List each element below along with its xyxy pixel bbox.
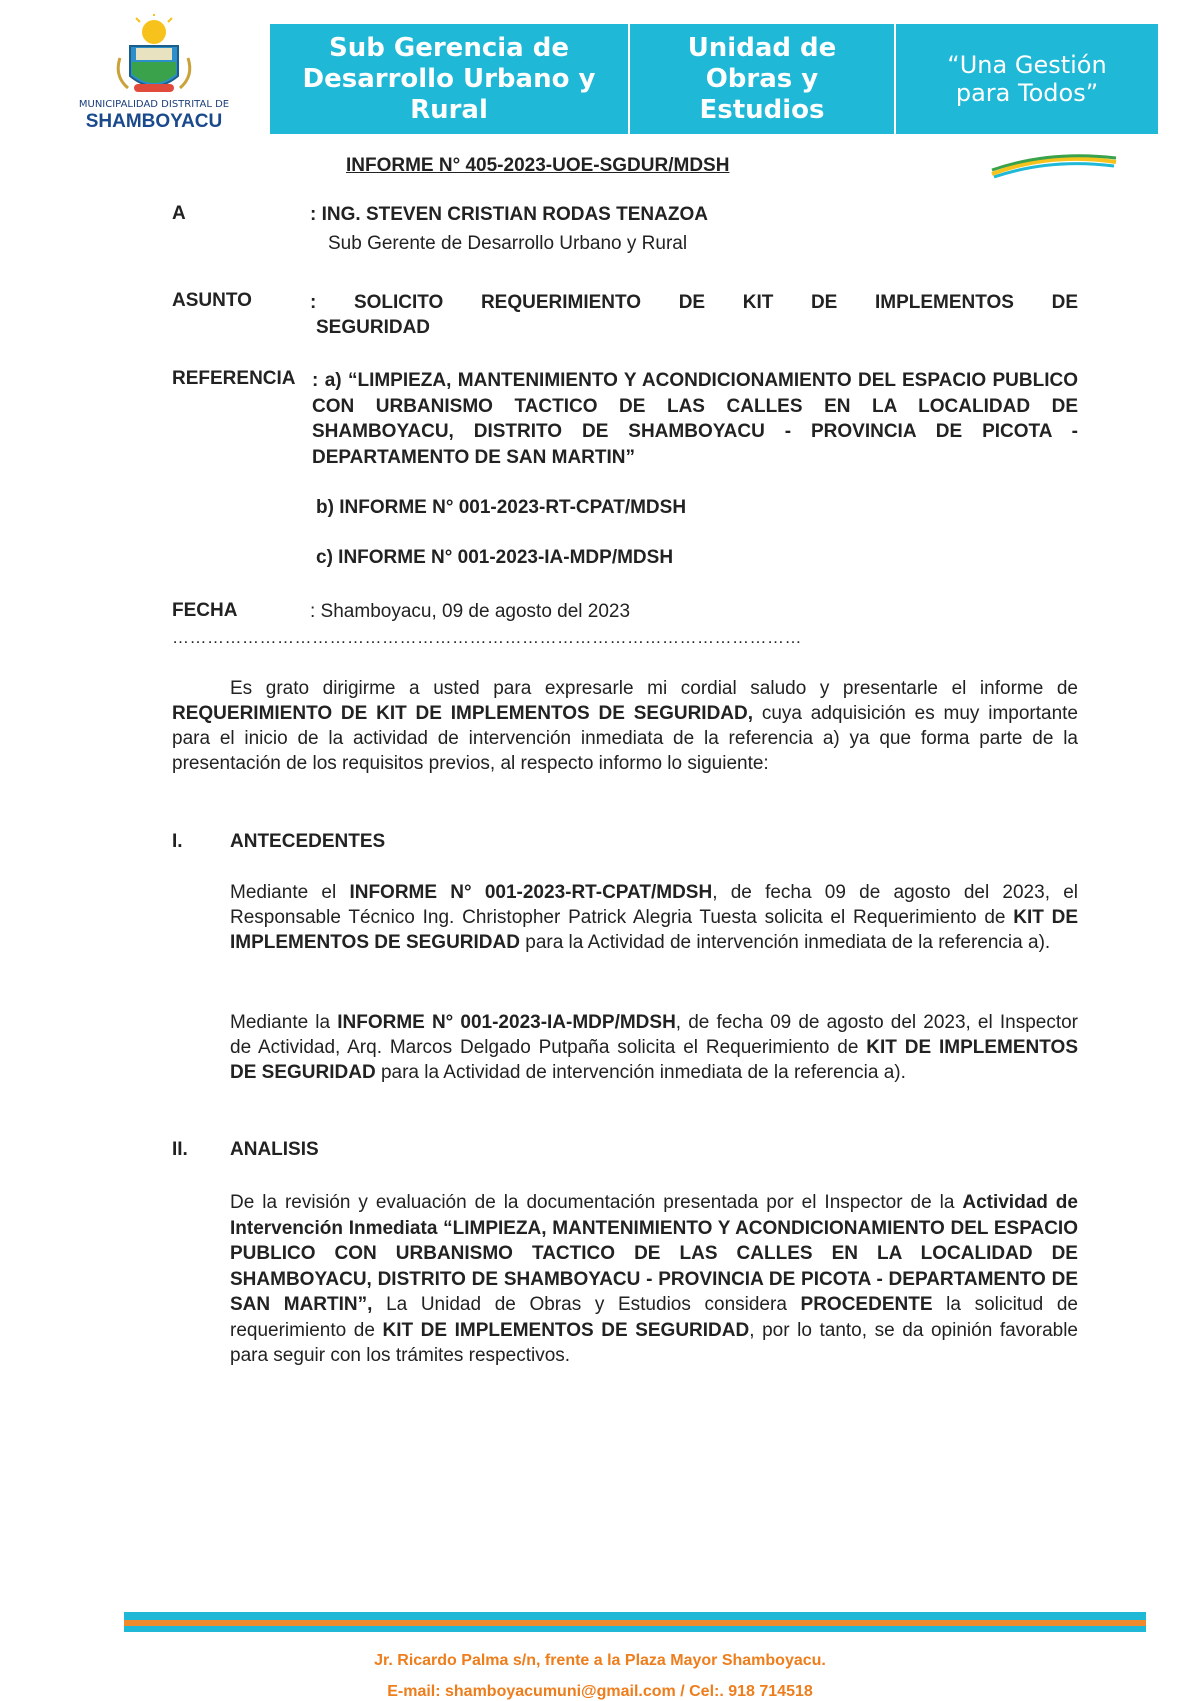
header-box3-line2: para Todos” bbox=[955, 79, 1099, 107]
header-box2-line3: Estudios bbox=[699, 94, 825, 125]
report-title: INFORME N° 405-2023-UOE-SGDUR/MDSH bbox=[346, 155, 730, 176]
to-name: : ING. STEVEN CRISTIAN RODAS TENAZOA bbox=[310, 204, 708, 225]
p1-text-bold-2: KIT DE IMPLEMENTOS DE SEGURIDAD bbox=[230, 907, 1079, 953]
intro-text-c: cuya adquisición es muy importante para el inicio de la actividad de intervención inmediata de la referencia a) ya que forma parte de la presentación de los requisitos previos, al respecto informo lo siguiente: bbox=[172, 703, 1078, 774]
p2-text-e: para la Actividad de intervención inmediata de la referencia a). bbox=[375, 1062, 906, 1083]
section1-title: ANTECEDENTES bbox=[230, 831, 386, 852]
p3-text-bold-1: Actividad de Intervención Inmediata “LIMPIEZA, MANTENIMIENTO Y ACONDICIONAMIENTO DEL ESPACIO PUBLICO CON URBANISMO TACTICO DE LAS CALLES EN LA LOCALIDAD DE SHAMBOYACU, DISTRITO DE SHAMBOYACU - PROVINCIA DE PICOTA - DEPARTAMENTO DE SAN MARTIN”, bbox=[230, 1192, 1078, 1315]
p3-text-a: De la revisión y evaluación de la documentación presentada por el Inspector de la bbox=[230, 1192, 963, 1213]
reference-label: REFERENCIA bbox=[172, 368, 296, 389]
svg-text:MUNICIPALIDAD DISTRITAL DE: MUNICIPALIDAD DISTRITAL DE bbox=[78, 99, 230, 110]
date-label: FECHA bbox=[172, 600, 238, 621]
section2-title: ANALISIS bbox=[230, 1139, 319, 1160]
p3-text-c: La Unidad de Obras y Estudios considera bbox=[372, 1294, 801, 1315]
municipality-logo bbox=[62, 14, 247, 132]
p1-text-e: para la Actividad de intervención inmediata de la referencia a). bbox=[519, 932, 1051, 953]
p3-text-g: , por lo tanto, se da opinión favorable para seguir con los trámites respectivos. bbox=[230, 1319, 1079, 1366]
header-box1-line2: Desarrollo Urbano y bbox=[302, 63, 596, 94]
p2-text-c: , de fecha 09 de agosto del 2023, el Inspector de Actividad, Arq. Marcos Delgado Putpaña solicita el Requerimiento de bbox=[230, 1012, 1079, 1058]
reference-c: c) INFORME N° 001-2023-IA-MDP/MDSH bbox=[316, 547, 674, 568]
reference-a: : a) “LIMPIEZA, MANTENIMIENTO Y ACONDICIONAMIENTO DEL ESPACIO PUBLICO CON URBANISMO TACTICO DE LAS CALLES EN LA LOCALIDAD DE SHAMBOYACU, DISTRITO DE SHAMBOYACU - PROVINCIA DE PICOTA - DEPARTAMENTO DE SAN MARTIN” bbox=[312, 370, 1078, 468]
header-box2-line2: Obras y bbox=[705, 63, 819, 94]
p1-text-bold-1: INFORME N° 001-2023-RT-CPAT/MDSH bbox=[349, 882, 713, 903]
antecedentes-paragraph-1 bbox=[230, 880, 1078, 955]
p1-text-c: , de fecha 09 de agosto del 2023, el Responsable Técnico Ing. Christopher Patrick Alegria Tuesta solicita el Requerimiento de bbox=[230, 882, 1078, 928]
p2-text-a: Mediante la bbox=[230, 1012, 338, 1033]
svg-text:SHAMBOYACU: SHAMBOYACU bbox=[85, 111, 223, 132]
to-label: A bbox=[172, 203, 186, 224]
p3-text-bold-3: KIT DE IMPLEMENTOS DE SEGURIDAD bbox=[382, 1319, 750, 1341]
section1-number: I. bbox=[172, 831, 183, 852]
to-role: Sub Gerente de Desarrollo Urbano y Rural bbox=[328, 233, 688, 254]
header-box-unidad bbox=[630, 24, 894, 134]
intro-text-a: Es grato dirigirme a usted para expresarle mi cordial saludo y presentarle el informe de bbox=[230, 678, 1078, 699]
intro-paragraph bbox=[172, 676, 1078, 776]
antecedentes-paragraph-2 bbox=[230, 1010, 1078, 1085]
header-box3-line1: “Una Gestión bbox=[947, 51, 1107, 79]
footer-contact: E-mail: shamboyacumuni@gmail.com / Cel:. 918 714518 bbox=[387, 1683, 813, 1700]
p3-text-bold-2: PROCEDENTE bbox=[800, 1294, 933, 1315]
subject-line1: : SOLICITO REQUERIMIENTO DE KIT DE IMPLEMENTOS DE bbox=[310, 292, 1078, 313]
p2-text-bold-2: KIT DE IMPLEMENTOS DE SEGURIDAD bbox=[230, 1037, 1078, 1083]
separator-dots: ……………………………………………………………………………………………… bbox=[172, 628, 802, 647]
footer-bar-blue bbox=[124, 1612, 1146, 1620]
swoosh-decoration-icon bbox=[990, 150, 1120, 180]
footer-bar-blue-lower bbox=[124, 1626, 1146, 1632]
footer-address: Jr. Ricardo Palma s/n, frente a la Plaza Mayor Shamboyacu. bbox=[374, 1652, 826, 1669]
subject-line2: SEGURIDAD bbox=[316, 317, 431, 338]
subject-label: ASUNTO bbox=[172, 290, 252, 311]
header-box1-line3: Rural bbox=[410, 94, 488, 125]
section2-number: II. bbox=[172, 1139, 188, 1160]
p2-text-bold-1: INFORME N° 001-2023-IA-MDP/MDSH bbox=[337, 1012, 676, 1033]
p1-text-a: Mediante el bbox=[230, 882, 350, 903]
reference-b: b) INFORME N° 001-2023-RT-CPAT/MDSH bbox=[316, 497, 687, 518]
header-box2-line1: Unidad de bbox=[687, 32, 837, 63]
analisis-paragraph bbox=[230, 1190, 1078, 1369]
intro-text-bold: REQUERIMIENTO DE KIT DE IMPLEMENTOS DE SEGURIDAD, bbox=[172, 703, 754, 724]
p3-text-e: la solicitud de requerimiento de bbox=[230, 1294, 1078, 1341]
header-box1-line1: Sub Gerencia de bbox=[328, 32, 569, 63]
date-value: : Shamboyacu, 09 de agosto del 2023 bbox=[310, 601, 631, 622]
header-box-slogan bbox=[896, 24, 1158, 134]
header-box-subgerencia bbox=[270, 24, 628, 134]
